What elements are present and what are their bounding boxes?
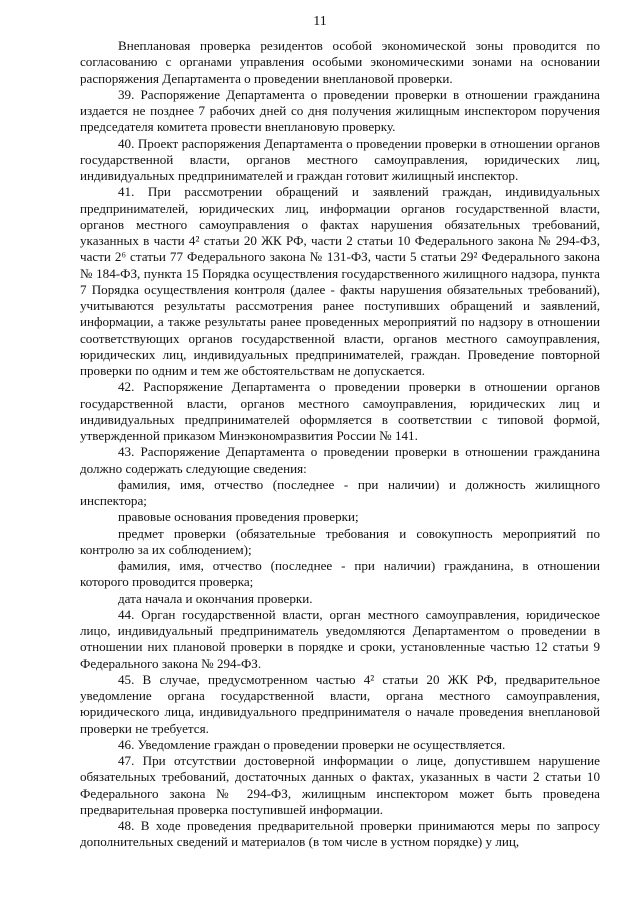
page-number: 11	[313, 14, 327, 29]
paragraph-42: 42. Распоряжение Департамента о проведении проверки в отношении органов государственной власти, органов местного самоуправления, юридических лиц и индивидуальных предпринимателей оформляется в соответствии с типовой формой, утвержденной приказом Минэкономразвития России № 141.	[80, 379, 600, 443]
list-item: фамилия, имя, отчество (последнее - при наличии) и должность жилищного инспектора;	[80, 476, 600, 508]
document-body	[80, 38, 600, 851]
paragraph-intro: Внеплановая проверка резидентов особой экономической зоны проводится по согласованию с органами управления особыми экономическими зонами на основании распоряжения Департамента о проведении внеплановой проверки.	[80, 38, 600, 86]
paragraph-48: 48. В ходе проведения предварительной проверки принимаются меры по запросу дополнительных сведений и материалов (в том числе в устном порядке) у лиц,	[80, 818, 600, 850]
paragraph-41: 41. При рассмотрении обращений и заявлений граждан, индивидуальных предпринимателей, юридических лиц, информации органов государственной власти, органов местного самоуправления о фактах нарушения обязательных требований, указанных в части 4² статьи 20 ЖК РФ, части 2 статьи 10 Федерального закона № 294-ФЗ, части 2⁶ статьи 77 Федерального закона № 131-ФЗ, части 5 статьи 29² Федерального закона № 184-ФЗ, пункта 15 Порядка осуществления государственного жилищного надзора, пункта 7 Порядка осуществления контроля (далее - факты нарушения обязательных требований), учитываются результаты рассмотрения ранее поступивших обращений и заявлений, информации, а также результаты ранее проведенных мероприятий по надзору в отношении соответствующих органов государственной власти, органов местного самоуправления, юридических лиц, индивидуальных предпринимателей, граждан. Проведение повторной проверки по одним и тем же обстоятельствам не допускается.	[80, 184, 600, 378]
list-item: фамилия, имя, отчество (последнее - при наличии) гражданина, в отношении которого проводится проверка;	[80, 558, 600, 590]
paragraph-45: 45. В случае, предусмотренном частью 4² статьи 20 ЖК РФ, предварительное уведомление органа государственной власти, органа местного самоуправления, юридического лица, индивидуального предпринимателя о начале проведения внеплановой проверки не требуется.	[80, 671, 600, 736]
paragraph-44: 44. Орган государственной власти, орган местного самоуправления, юридическое лицо, индивидуальный предприниматель уведомляются Департаментом о проведении в отношении них плановой проверки в порядке и сроки, установленные частью 12 статьи 9 Федерального закона № 294-ФЗ.	[80, 606, 600, 671]
list-item: дата начала и окончания проверки.	[118, 590, 313, 606]
paragraph-43: 43. Распоряжение Департамента о проведении проверки в отношении гражданина должно содержать следующие сведения:	[80, 444, 600, 476]
paragraph-39: 39. Распоряжение Департамента о проведении проверки в отношении гражданина издается не позднее 7 рабочих дней со дня получения жилищным инспектором поручения председателя комитета провести внеплановую проверку.	[80, 86, 600, 135]
paragraph-46: 46. Уведомление граждан о проведении проверки не осуществляется.	[118, 736, 506, 752]
paragraph-40: 40. Проект распоряжения Департамента о проведении проверки в отношении органов государственной власти, органов местного самоуправления, юридических лиц, индивидуальных предпринимателей и граждан готовит жилищный инспектор.	[80, 135, 600, 183]
list-item: предмет проверки (обязательные требования и совокупность мероприятий по контролю за их соблюдением);	[80, 525, 600, 557]
list-item: правовые основания проведения проверки;	[118, 509, 359, 525]
paragraph-47: 47. При отсутствии достоверной информации о лице, допустившем нарушение обязательных требований, достаточных данных о фактах, указанных в части 2 статьи 10 Федерального закона № 294-ФЗ, жилищным инспектором может быть проведена предварительная проверка поступившей информации.	[80, 753, 600, 817]
